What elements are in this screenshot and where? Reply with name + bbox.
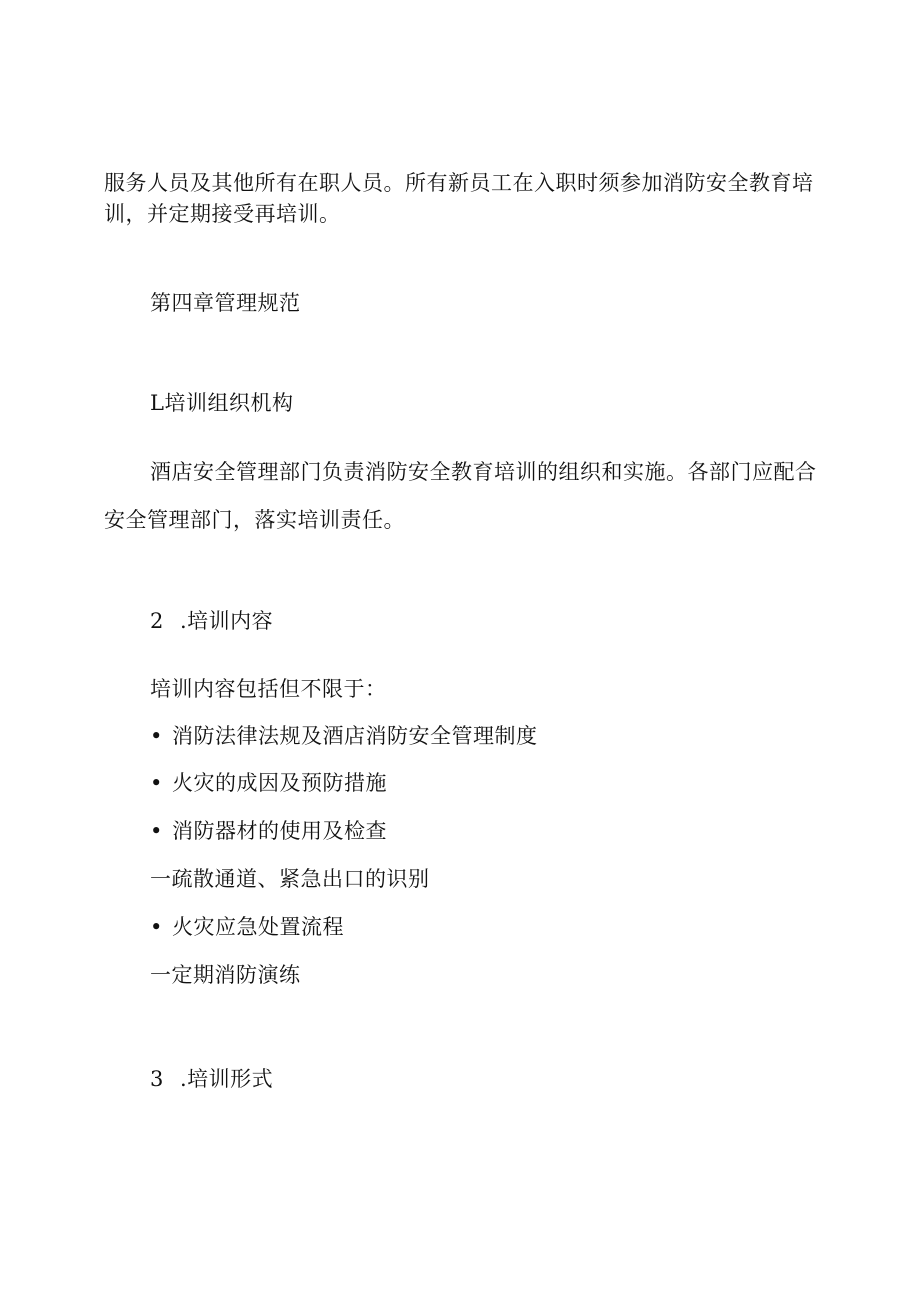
- section1-paragraph-line-2: 安全管理部门，落实培训责任。: [104, 508, 405, 532]
- list-item: [150, 912, 344, 942]
- list-item-text: 一定期消防演练: [150, 963, 301, 987]
- section2-number: 2: [150, 609, 164, 633]
- bullet-marker: •: [150, 771, 163, 795]
- bullet-marker: •: [150, 819, 163, 843]
- list-item: [150, 721, 538, 751]
- section1-title: L培训组织机构: [150, 391, 294, 415]
- section2-intro: 培训内容包括但不限于：: [150, 677, 387, 701]
- bullet-marker: •: [150, 724, 163, 748]
- list-item: [150, 816, 387, 846]
- list-item: [150, 960, 301, 990]
- section2-title: .培训内容: [180, 609, 274, 633]
- bullet-marker: •: [150, 915, 163, 939]
- section3-number: 3: [150, 1067, 164, 1091]
- section3-heading: [150, 1064, 273, 1094]
- list-item-text: 火灾的成因及预防措施: [172, 771, 387, 795]
- chapter-title: 第四章管理规范: [150, 291, 301, 315]
- intro-line-1: 服务人员及其他所有在职人员。所有新员工在入职时须参加消防安全教育培: [104, 171, 814, 195]
- section1-paragraph-line-1: 酒店安全管理部门负责消防安全教育培训的组织和实施。各部门应配合: [150, 460, 817, 484]
- list-item-text: 火灾应急处置流程: [172, 915, 344, 939]
- section3-title: .培训形式: [180, 1067, 274, 1091]
- list-item-text: 消防器材的使用及检查: [172, 819, 387, 843]
- list-item: [150, 768, 387, 798]
- list-item: [150, 864, 430, 894]
- list-item-text: 一疏散通道、紧急出口的识别: [150, 867, 430, 891]
- list-item-text: 消防法律法规及酒店消防安全管理制度: [172, 724, 538, 748]
- intro-line-2: 训，并定期接受再培训。: [104, 202, 341, 226]
- section2-heading: [150, 606, 273, 636]
